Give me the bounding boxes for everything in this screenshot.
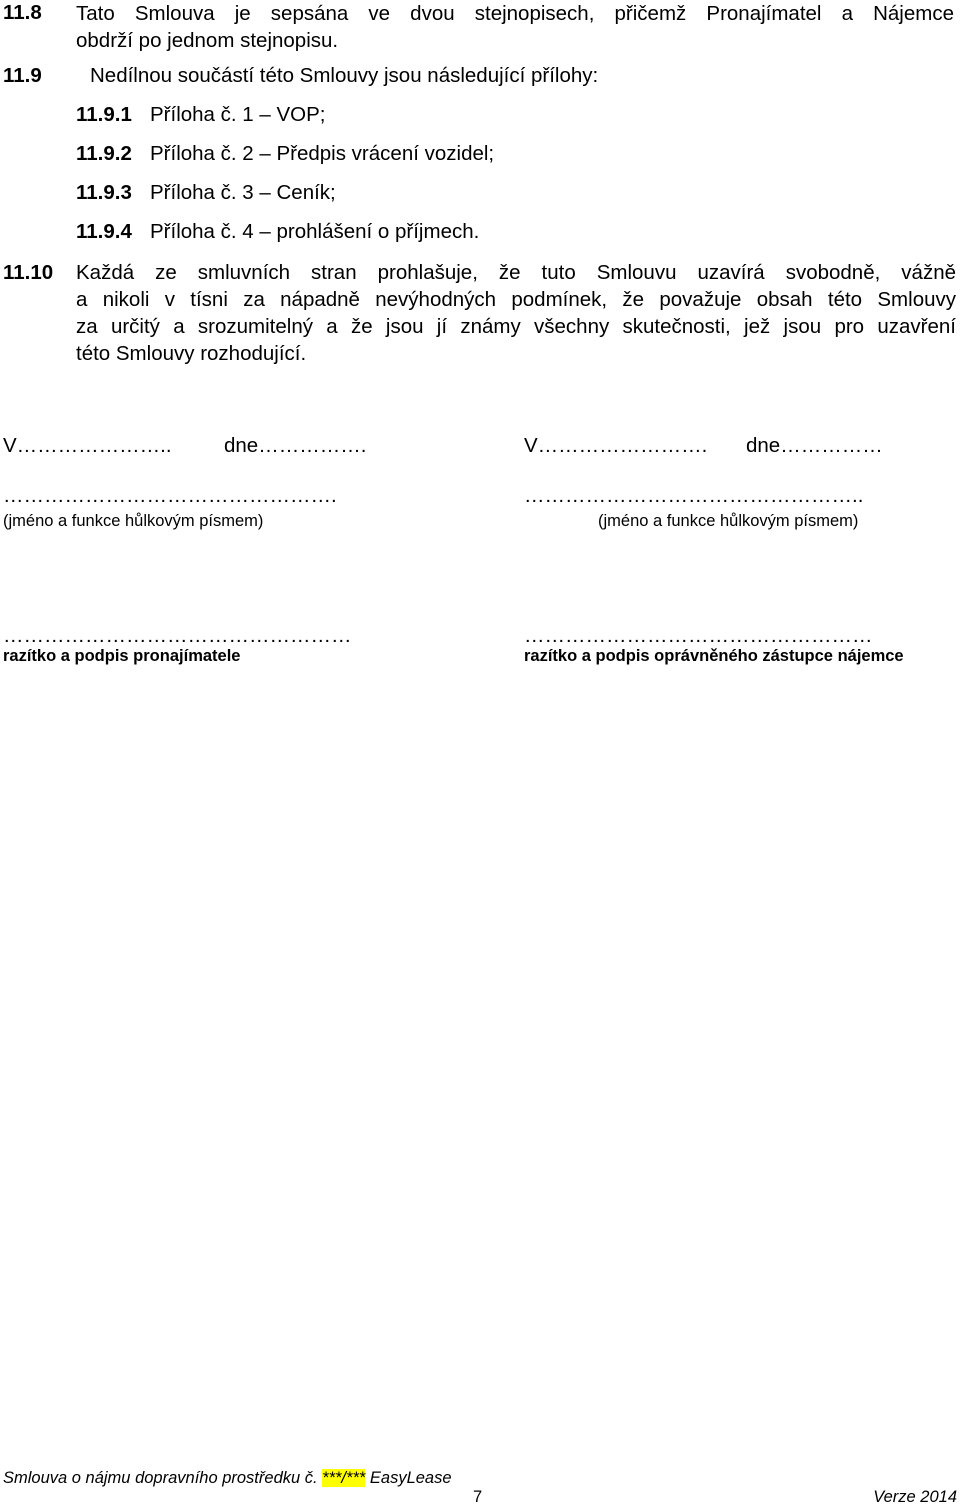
right-date-field: dne…………… [746,434,883,457]
section-11-9-number: 11.9 [3,64,42,87]
attachment-number: 11.9.3 [76,181,132,204]
attachment-number: 11.9.1 [76,103,132,126]
attachment-text: Příloha č. 4 – prohlášení o příjmech. [150,220,480,243]
footer-document-title [3,1469,452,1488]
section-11-10-line: a nikoli v tísni za nápadně nevýhodných podmínek, že považuje obsah této Smlouvy [76,288,956,311]
section-11-10-line: za určitý a srozumitelný a že jsou jí známy všechny skutečnosti, jež jsou pro uzavření [76,315,956,338]
footer-contract-number: ***/*** [322,1469,366,1487]
attachment-text: Příloha č. 2 – Předpis vrácení vozidel; [150,142,495,165]
left-signature-line: …………………………………………… [3,624,352,647]
left-place-field: V………………….. [3,434,172,457]
section-11-10-line: této Smlouvy rozhodující. [76,342,307,365]
right-signature-line: …………………………………………… [524,624,873,647]
attachment-text: Příloha č. 1 – VOP; [150,103,326,126]
section-11-10-text [76,259,956,367]
attachment-number: 11.9.2 [76,142,132,165]
section-11-8-line-2: obdrží po jednom stejnopisu. [76,29,339,52]
left-name-caption: (jméno a funkce hůlkovým písmem) [3,512,264,530]
section-11-8-text [76,0,954,54]
attachment-number: 11.9.4 [76,220,132,243]
footer-brand: EasyLease [365,1469,452,1487]
page-number: 7 [473,1488,483,1506]
section-11-8-line-1: Tato Smlouva je sepsána ve dvou stejnopisech, přičemž Pronajímatel a Nájemce [76,2,954,25]
footer-title-text: Smlouva o nájmu dopravního prostředku č. [3,1469,323,1487]
left-name-line: …………………………………………. [3,484,337,507]
section-11-9-text: Nedílnou součástí této Smlouvy jsou následující přílohy: [90,64,599,87]
left-signature-caption: razítko a podpis pronajímatele [3,647,241,665]
right-name-line: ………………………………………….. [524,484,864,507]
footer-version: Verze 2014 [873,1488,957,1506]
right-place-field: V……………………. [524,434,708,457]
section-11-10-number: 11.10 [3,261,54,284]
right-signature-caption: razítko a podpis oprávněného zástupce nájemce [524,647,904,665]
attachment-text: Příloha č. 3 – Ceník; [150,181,336,204]
left-date-field: dne……………. [224,434,367,457]
section-11-8-number: 11.8 [3,1,42,24]
section-11-10-line: Každá ze smluvních stran prohlašuje, že tuto Smlouvu uzavírá svobodně, vážně [76,261,956,284]
right-name-caption: (jméno a funkce hůlkovým písmem) [598,512,859,530]
